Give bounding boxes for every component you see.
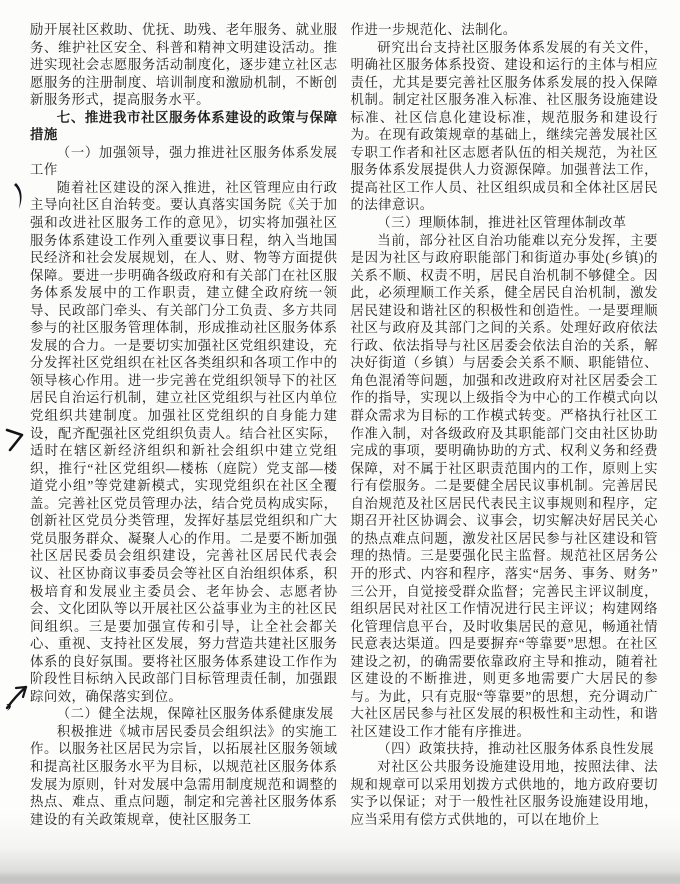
sub-heading: （二）健全法规，保障社区服务体系健康发展 [56, 706, 334, 722]
paragraph: 随着社区建设的深入推进，社区管理应由行政主导向社区自治转变。要认真落实国务院《关于加强和改进社区服务工作的意见》，切实将加强社区服务体系建设工作列入重要议事日程，纳入当地国民经济和社会发展规划，在人、财、物等方面提供保障。要进一步明确各级政府和有关部门在社区服务体系发展中的工作职责，建立健全政府统一领导、民政部门牵头、有关部门分工负责、多方共同参与的社区服务管理体制，形成推动社区服务体系发展的合力。一是要切实加强社区党组织建设，充分发挥社区党组织在社区各类组织和各项工作中的领导核心作用。进一步完善在党组织领导下的社区居民自治运行机制，建立社区党组织与社区内单位党组织共建制度。加强社区党组织的自身能力建设，配齐配强社区党组织负责人。结合社区实际，适时在辖区新经济组织和新社会组织中建立党组织，推行“社区党组织—楼栋（庭院）党支部—楼道党小组”等党建新模式，实现党组织在社区全覆盖。完善社区党员管理办法，结合党员构成实际，创新社区党员分类管理，发挥好基层党组织和广大党员服务群众、凝聚人心的作用。二是要不断加强社区居民委员会组织建设，完善社区居民代表会议、社区协商议事委员会等社区自治组织体系，积极培育和发展业主委员会、老年协会、志愿者协会、文化团队等以开展社区公益事业为主的社区民间组织。三是要加强宣传和引导，让全社会都关心、重视、支持社区发展，努力营造共建社区服务体系的良好氛围。要将社区服务体系建设工作作为阶段性目标纳入民政部门目标管理责任制，加强跟踪问效，确保落实到位。 [30, 179, 338, 704]
scan-shadow [0, 871, 680, 884]
section-heading: 七、推进我市社区服务体系建设的政策与保障措施 [30, 109, 338, 143]
ink-comma-mark [12, 182, 28, 212]
paragraph: 当前，部分社区自治功能难以充分发挥，主要是因为社区与政府职能部门和街道办事处(乡镇)的关系不顺、权责不明，居民自治机制不够健全。因此，必须理顺工作关系，健全居民自治机制，激发居民建设和谐社区的积极性和创造性。一是要理顺社区与政府及其部门之间的关系。处理好政府依法行政、依法指导与社区居委会依法自治的关系，解决好街道（乡镇）与居委会关系不顺、职能错位、角色混淆等问题，加强和改进政府对社区居委会工作的指导，实现以上级指令为中心的工作模式向以群众需求为目标的工作模式转变。严格执行社区工作准入制，对各级政府及其职能部门交由社区协助完成的事项，要明确协助的方式、权利义务和经费保障，对不属于社区职责范围内的工作，原则上实行有偿服务。二是要健全居民议事机制。完善居民自治规范及社区居民代表民主议事规则和程序，定期召开社区协调会、议事会，切实解决好居民关心的热点难点问题，激发社区居民参与社区建设和管理的热情。三是要强化民主监督。规范社区居务公开的形式、内容和程序，落实“居务、事务、财务”三公开，自觉接受群众监督；完善民主评议制度，组织居民对社区工作情况进行民主评议；构建网络化管理信息平台，及时收集居民的意见，畅通社情民意表达渠道。四是要摒弃“等靠要”思想。在社区建设之初，的确需要依靠政府主导和推动，随着社区建设的不断推进，则更多地需要广大居民的参与。为此，只有克服“等靠要”的思想，充分调动广大社区居民参与社区发展的积极性和主动性，和谐社区建设工作才能有序推进。 [350, 232, 658, 739]
left-column [30, 21, 338, 828]
sub-heading: （一）加强领导，强力推进社区服务体系发展工作 [30, 144, 338, 178]
sub-heading: （三）理顺体制，推进社区管理体制改革 [377, 215, 627, 231]
paragraph: 积极推进《城市居民委员会组织法》的实施工作。以服务社区居民为宗旨，以拓展社区服务领域和提高社区服务水平为目标，以规范社区服务体系发展为原则，针对发展中急需用制度规范和调整的热点、难点、重点问题，制定和完善社区服务体系建设的有关政策规章，使社区服务工 [30, 723, 338, 827]
paragraph-continuation: 励开展社区救助、优抚、助残、老年服务、就业服务、维护社区安全、科普和精神文明建设活动。推进实现社会志愿服务活动制度化，逐步建立社区志愿服务的注册制度、培训制度和激励机制，不断创新服务形式，提高服务水平。 [30, 22, 338, 108]
sub-heading: （四）政策扶持，推动社区服务体系良性发展 [377, 741, 655, 757]
right-column [351, 21, 659, 828]
paragraph: 研究出台支持社区服务体系发展的有关文件，明确社区服务体系投资、建设和运行的主体与相应责任，尤其是要完善社区服务体系发展的投入保障机制。制定社区服务准入标准、社区服务设施建设标准、社区信息化建设标准，规范服务和建设行为。在现有政策规章的基础上，继续完善发展社区专职工作者和社区志愿者队伍的相关规范，为社区服务体系发展提供人力资源保障。加强普法工作，提高社区工作人员、社区组织成员和全体社区居民的法律意识。 [350, 39, 658, 213]
paragraph-continuation: 作进一步规范化、法制化。 [350, 22, 517, 37]
paragraph: 对社区公共服务设施建设用地，按照法律、法规和规章可以采用划拨方式供地的，地方政府要切实予以保证；对于一般性社区服务设施建设用地，应当采用有偿方式供地的，可以在地价上 [350, 758, 658, 827]
ink-arrow-mark [3, 680, 33, 714]
ink-chevron-mark [4, 426, 28, 454]
text-columns [30, 21, 658, 828]
